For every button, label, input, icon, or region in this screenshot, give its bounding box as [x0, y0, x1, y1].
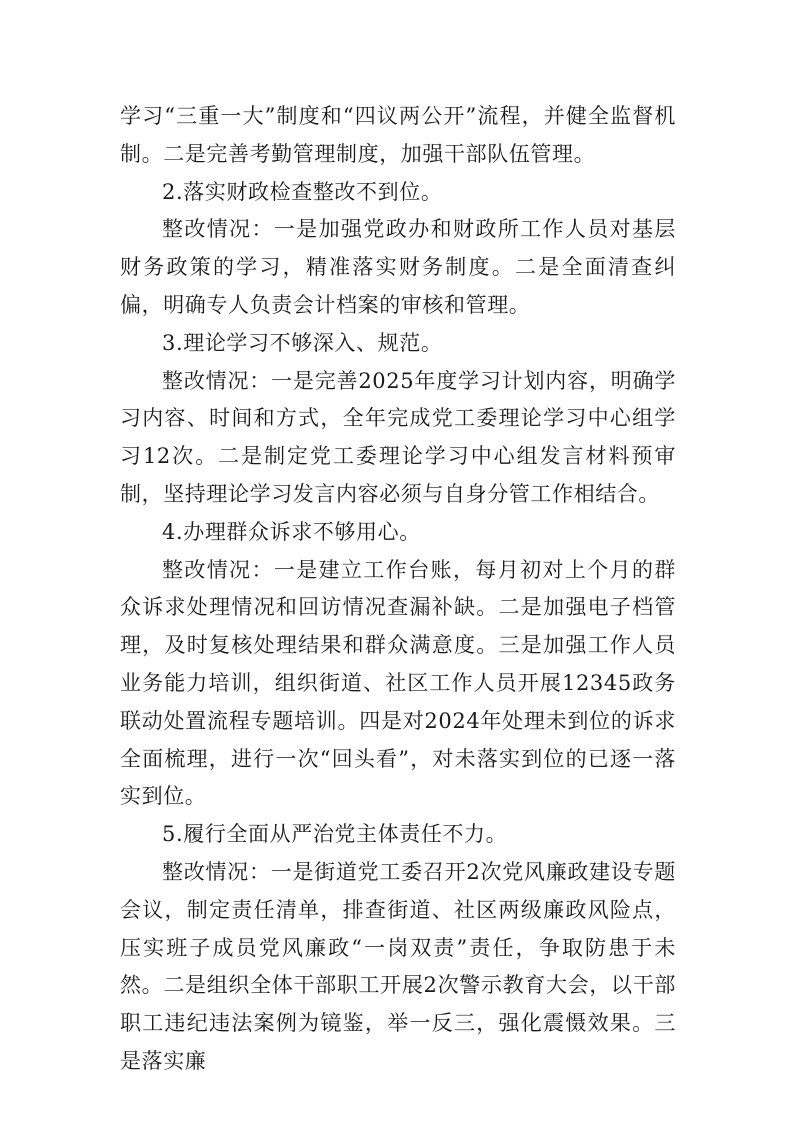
heading-item-5: 5.履行全面从严治党主体责任不力。 [162, 822, 508, 847]
paragraph-rectification-2: 整改情况：一是加强党政办和财政所工作人员对基层财务政策的学习，精准落实财务制度。二是全面清查纠偏，明确专人负责会计档案的审核和管理。 [120, 217, 676, 317]
paragraph-rectification-3: 整改情况：一是完善2025年度学习计划内容，明确学习内容、时间和方式，全年完成党工委理论学习中心组学习12次。二是制定党工委理论学习中心组发言材料预审制，坚持理论学习发言内容必须与自身分管工作相结合。 [120, 368, 676, 506]
paragraph-rectification-4: 整改情况：一是建立工作台账，每月初对上个月的群众诉求处理情况和回访情况查漏补缺。二是加强电子档管理，及时复核处理结果和群众满意度。三是加强工作人员业务能力培训，组织街道、社区工作人员开展12345政务联动处置流程专题培训。四是对2024年处理未到位的诉求全面梳理，进行一次“回头看”，对未落实到位的已逐一落实到位。 [120, 557, 676, 809]
paragraph-continuation: 学习“三重一大”制度和“四议两公开”流程，并健全监督机制。二是完善考勤管理制度，加强干部队伍管理。 [120, 104, 676, 166]
heading-item-2: 2.落实财政检查整改不到位。 [162, 179, 443, 204]
heading-item-3: 3.理论学习不够深入、规范。 [162, 330, 443, 355]
paragraph-rectification-5: 整改情况：一是街道党工委召开2次党风廉政建设专题会议，制定责任清单，排查街道、社区两级廉政风险点，压实班子成员党风廉政“一岗双责”责任，争取防患于未然。二是组织全体干部职工开展2次警示教育大会，以干部职工违纪违法案例为镜鉴，举一反三，强化震慑效果。三是落实廉 [120, 859, 676, 1073]
document-body [120, 98, 676, 1081]
heading-item-4: 4.办理群众诉求不够用心。 [162, 519, 421, 544]
